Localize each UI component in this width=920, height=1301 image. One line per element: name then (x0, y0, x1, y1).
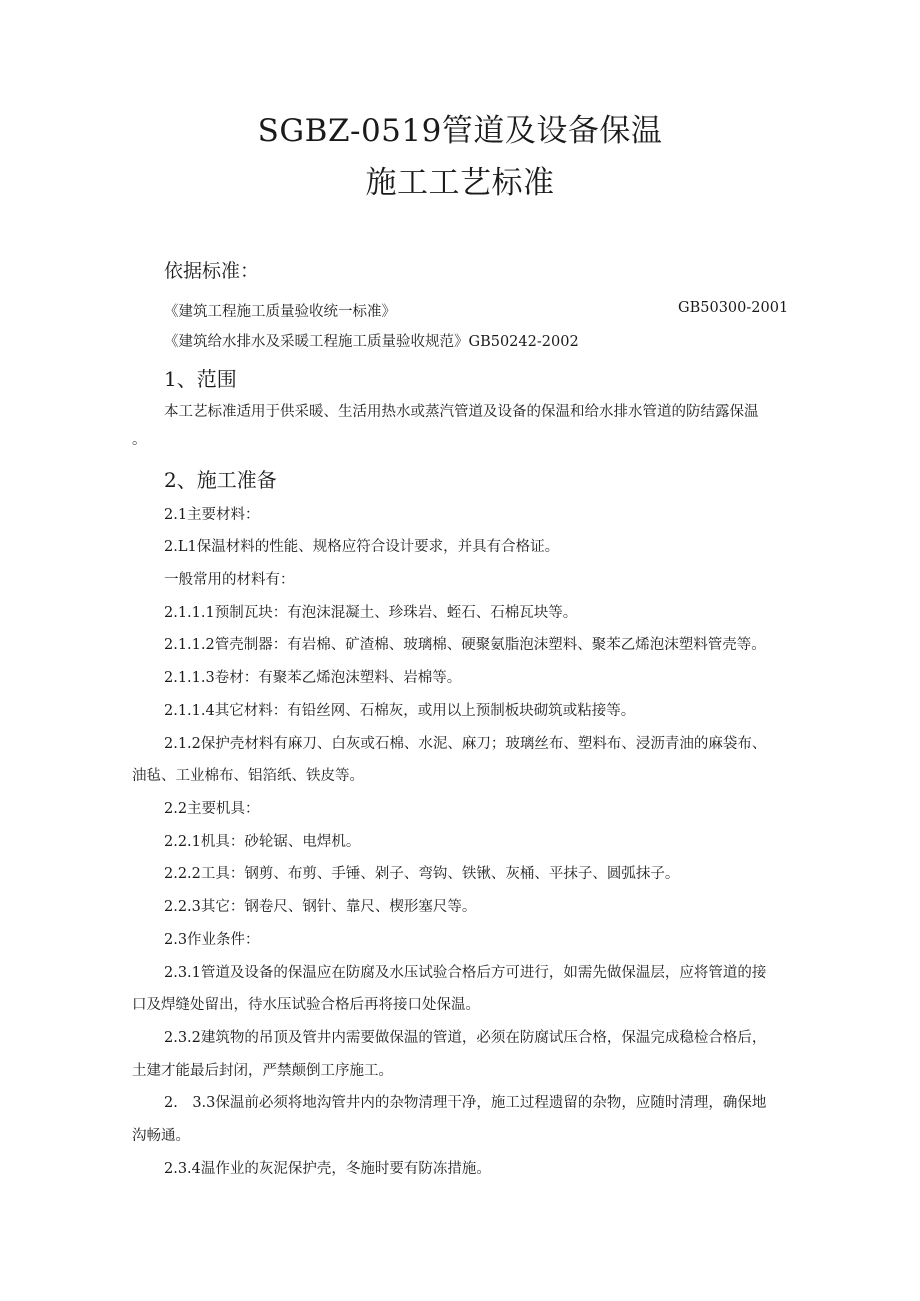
body-line: 2.L1保温材料的性能、规格应符合设计要求，并具有合格证。 (164, 539, 560, 555)
body-line: 油毡、工业棉布、铝箔纸、铁皮等。 (132, 768, 364, 784)
body-line: 一般常用的材料有： (164, 572, 295, 588)
body-line: 2.2.3其它：钢卷尺、钢针、靠尺、楔形塞尺等。 (164, 899, 477, 915)
body-line: 2.1.1.1预制瓦块：有泡沫混凝土、珍珠岩、蛭石、石棉瓦块等。 (164, 605, 578, 621)
scope-text-line-1: 本工艺标准适用于供采暖、生活用热水或蒸汽管道及设备的保温和给水排水管道的防结露保温 (164, 404, 759, 420)
section-preparation-heading: 2、施工准备 (164, 468, 277, 492)
body-line: 2.3作业条件： (164, 932, 260, 948)
reference-1-code: GB50300-2001 (678, 300, 789, 316)
body-line: 2.2.2工具：钢剪、布剪、手锤、剁子、弯钩、铁锹、灰桶、平抹子、圆弧抹子。 (164, 866, 680, 882)
basis-heading: 依据标准： (164, 260, 260, 282)
body-line: 2.3.2建筑物的吊顶及管井内需要做保温的管道，必须在防腐试压合格，保温完成稳检合格后， (164, 1030, 767, 1046)
scope-text-line-2: 。 (132, 432, 147, 448)
body-line: 2.1主要材料： (164, 507, 260, 523)
body-line: 2.3.1管道及设备的保温应在防腐及水压试验合格后方可进行，如需先做保温层，应将管道的接 (164, 965, 767, 981)
body-line: 沟畅通。 (132, 1128, 190, 1144)
body-line: 2. 3.3保温前必须将地沟管井内的杂物清理干净，施工过程遗留的杂物，应随时清理，确保地 (164, 1095, 767, 1111)
document-title-line-1: SGBZ-0519管道及设备保温 (257, 113, 663, 149)
body-line: 2.1.1.4其它材料：有铅丝网、石棉灰，或用以上预制板块砌筑或粘接等。 (164, 703, 636, 719)
body-line: 2.1.1.3卷材：有聚苯乙烯泡沫塑料、岩棉等。 (164, 670, 462, 686)
body-line: 2.1.1.2管壳制器：有岩棉、矿渣棉、玻璃棉、硬聚氨脂泡沫塑料、聚苯乙烯泡沫塑料管壳等。 (164, 637, 766, 653)
reference-1-name: 《建筑工程施工质量验收统一标准》 (164, 304, 396, 320)
body-line: 2.1.2保护壳材料有麻刀、白灰或石棉、水泥、麻刀；玻璃丝布、塑料布、浸沥青油的麻袋布、 (164, 736, 767, 752)
document-title-line-2: 施工工艺标准 (365, 165, 555, 201)
body-line: 2.2.1机具：砂轮锯、电焊机。 (164, 834, 361, 850)
reference-2: 《建筑给水排水及采暖工程施工质量验收规范》GB50242-2002 (164, 334, 579, 350)
reference-1 (164, 300, 789, 321)
body-line: 土建才能最后封闭，严禁颠倒工序施工。 (132, 1063, 393, 1079)
section-scope-heading: 1、范围 (164, 367, 237, 391)
body-line: 2.2主要机具： (164, 801, 260, 817)
body-line: 2.3.4温作业的灰泥保护壳，冬施时要有防冻措施。 (164, 1161, 491, 1177)
body-line: 口及焊缝处留出，待水压试验合格后再将接口处保温。 (132, 997, 480, 1013)
